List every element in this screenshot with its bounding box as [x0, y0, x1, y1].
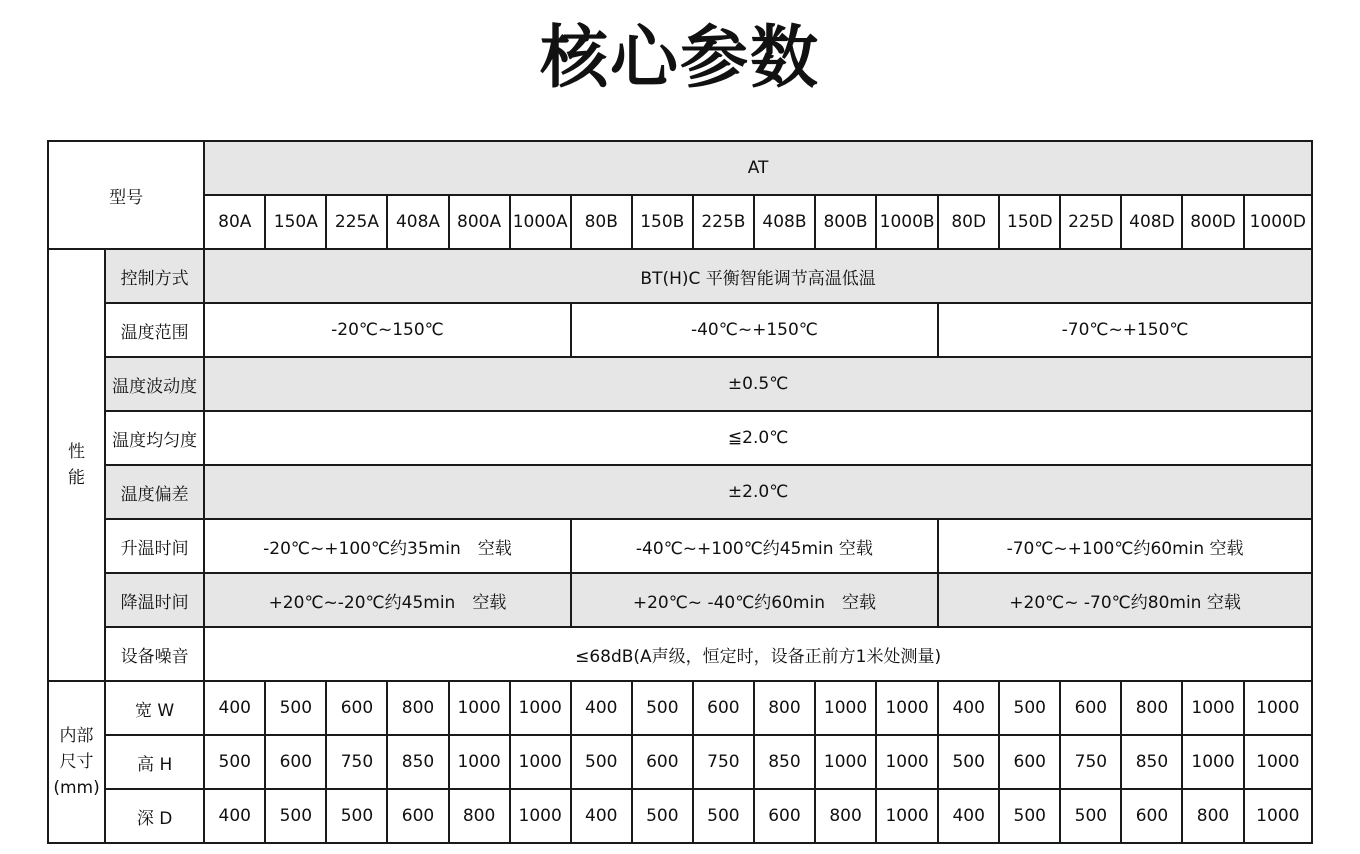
dimension-value: 500 — [999, 789, 1060, 843]
perf-row-control — [48, 249, 1312, 303]
dimension-value: 500 — [326, 789, 387, 843]
dimension-value: 1000 — [876, 735, 938, 789]
perf-row-deviation — [48, 465, 1312, 519]
perf-row-cooling — [48, 573, 1312, 627]
spec-table — [47, 140, 1313, 844]
dimension-value: 850 — [387, 735, 448, 789]
dimension-value: 1000 — [510, 789, 571, 843]
row-label: 宽 W — [105, 681, 204, 735]
model-code: 408A — [387, 195, 448, 249]
dimension-value: 600 — [693, 681, 754, 735]
model-code: 80D — [938, 195, 999, 249]
dimension-value: 500 — [265, 681, 326, 735]
dimension-value: 800 — [1121, 681, 1182, 735]
row-label: 降温时间 — [105, 573, 204, 627]
dimension-value: 850 — [1121, 735, 1182, 789]
dimension-value: 400 — [204, 789, 265, 843]
model-code: 800A — [449, 195, 510, 249]
model-code: 1000A — [510, 195, 571, 249]
dimension-value: 1000 — [876, 789, 938, 843]
dimension-value: 500 — [693, 789, 754, 843]
dimension-value: 400 — [571, 789, 632, 843]
dimension-value: 750 — [693, 735, 754, 789]
spec-table-body — [48, 141, 1312, 843]
dimension-value: 500 — [632, 681, 693, 735]
row-label: 温度波动度 — [105, 357, 204, 411]
dimension-value: 1000 — [510, 681, 571, 735]
dimension-value: 600 — [1060, 681, 1121, 735]
perf-row-uniformity — [48, 411, 1312, 465]
model-code: 225B — [693, 195, 754, 249]
model-label: 型号 — [48, 141, 204, 249]
dimension-value: 600 — [387, 789, 448, 843]
performance-group-label: 性 能 — [48, 249, 105, 681]
dimension-value: 850 — [754, 735, 815, 789]
row-label: 温度偏差 — [105, 465, 204, 519]
model-code: 80A — [204, 195, 265, 249]
row-label: 设备噪音 — [105, 627, 204, 681]
dim-row-width — [48, 681, 1312, 735]
model-code: 150A — [265, 195, 326, 249]
row-value: -20℃~150℃ — [204, 303, 570, 357]
series-label: AT — [204, 141, 1312, 195]
dimension-value: 600 — [1121, 789, 1182, 843]
perf-row-fluctuation — [48, 357, 1312, 411]
dimension-value: 750 — [326, 735, 387, 789]
row-value: -70℃~+100℃约60min 空载 — [938, 519, 1312, 573]
row-value: +20℃~ -70℃约80min 空载 — [938, 573, 1312, 627]
dimension-value: 400 — [938, 681, 999, 735]
row-value: -40℃~+100℃约45min 空载 — [571, 519, 938, 573]
model-code: 408B — [754, 195, 815, 249]
dimension-value: 750 — [1060, 735, 1121, 789]
dimension-value: 500 — [204, 735, 265, 789]
row-label: 升温时间 — [105, 519, 204, 573]
dimension-value: 500 — [938, 735, 999, 789]
row-value: BT(H)C 平衡智能调节高温低温 — [204, 249, 1312, 303]
model-code: 150D — [999, 195, 1060, 249]
dimension-value: 500 — [265, 789, 326, 843]
dimension-value: 600 — [265, 735, 326, 789]
dimension-value: 1000 — [1244, 681, 1312, 735]
dimension-value: 1000 — [1182, 681, 1243, 735]
dimension-value: 800 — [754, 681, 815, 735]
dimension-value: 500 — [1060, 789, 1121, 843]
row-value: ±2.0℃ — [204, 465, 1312, 519]
dimension-value: 1000 — [815, 735, 876, 789]
row-value: +20℃~ -40℃约60min 空载 — [571, 573, 938, 627]
row-value: ±0.5℃ — [204, 357, 1312, 411]
row-value: -20℃~+100℃约35min 空载 — [204, 519, 570, 573]
model-code: 408D — [1121, 195, 1182, 249]
row-label: 控制方式 — [105, 249, 204, 303]
dimension-value: 1000 — [1244, 789, 1312, 843]
dimensions-group-label: 内部 尺寸 (mm) — [48, 681, 105, 843]
row-value: +20℃~-20℃约45min 空载 — [204, 573, 570, 627]
header-row-series — [48, 141, 1312, 195]
model-code: 800D — [1182, 195, 1243, 249]
perf-row-temp_range — [48, 303, 1312, 357]
dimension-value: 800 — [449, 789, 510, 843]
model-code: 150B — [632, 195, 693, 249]
dimension-value: 800 — [1182, 789, 1243, 843]
dimension-value: 400 — [204, 681, 265, 735]
dimension-value: 1000 — [1244, 735, 1312, 789]
row-value: ≤68dB(A声级，恒定时，设备正前方1米处测量) — [204, 627, 1312, 681]
row-value: ≦2.0℃ — [204, 411, 1312, 465]
dimension-value: 600 — [999, 735, 1060, 789]
dimension-value: 500 — [999, 681, 1060, 735]
dimension-value: 600 — [754, 789, 815, 843]
header-row-models — [48, 195, 1312, 249]
dimension-value: 1000 — [876, 681, 938, 735]
model-code: 80B — [571, 195, 632, 249]
model-code: 800B — [815, 195, 876, 249]
row-label: 温度范围 — [105, 303, 204, 357]
dim-row-depth — [48, 789, 1312, 843]
model-code: 1000B — [876, 195, 938, 249]
dimension-value: 500 — [571, 735, 632, 789]
dimension-value: 1000 — [510, 735, 571, 789]
row-value: -70℃~+150℃ — [938, 303, 1312, 357]
dimension-value: 500 — [632, 789, 693, 843]
model-code: 1000D — [1244, 195, 1312, 249]
dimension-value: 1000 — [449, 681, 510, 735]
row-label: 高 H — [105, 735, 204, 789]
perf-row-noise — [48, 627, 1312, 681]
dimension-value: 1000 — [1182, 735, 1243, 789]
dimension-value: 800 — [815, 789, 876, 843]
dimension-value: 800 — [387, 681, 448, 735]
dimension-value: 400 — [938, 789, 999, 843]
dimension-value: 600 — [326, 681, 387, 735]
model-code: 225A — [326, 195, 387, 249]
dimension-value: 1000 — [449, 735, 510, 789]
dimension-value: 1000 — [815, 681, 876, 735]
perf-row-heating — [48, 519, 1312, 573]
row-label: 温度均匀度 — [105, 411, 204, 465]
page-title: 核心参数 — [539, 19, 820, 98]
row-value: -40℃~+150℃ — [571, 303, 938, 357]
dim-row-height — [48, 735, 1312, 789]
row-label: 深 D — [105, 789, 204, 843]
dimension-value: 600 — [632, 735, 693, 789]
model-code: 225D — [1060, 195, 1121, 249]
dimension-value: 400 — [571, 681, 632, 735]
